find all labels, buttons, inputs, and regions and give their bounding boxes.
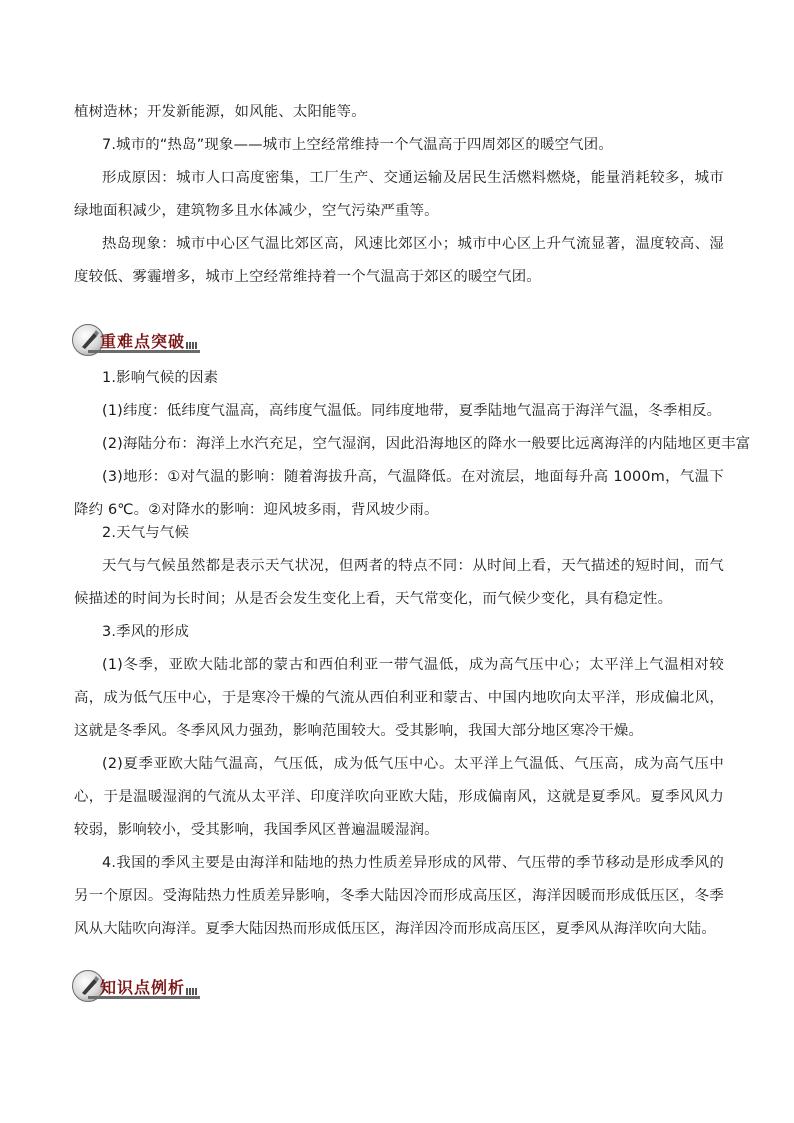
section-banner-examples (70, 970, 200, 1004)
paragraph-winter-monsoon: (1)冬季，亚欧大陆北部的蒙古和西伯利亚一带气温低，成为高气压中心；太平洋上气温相对较高，成为低气压中心，于是寒冷干燥的气流从西伯利亚和蒙古、中国内地吹向太平洋，形成偏北风，这就是冬季风。冬季风风力强劲，影响范围较大。受其影响，我国大部分地区寒冷干燥。 (74, 657, 724, 739)
pen-icon (79, 974, 101, 996)
paragraph-heat-island-title: 7.城市的“热岛”现象——城市上空经常维持一个气温高于四周郊区的暖空气团。 (102, 137, 613, 153)
paragraph-terrain: (3)地形：①对气温的影响：随着海拔升高，气温降低。在对流层，地面每升高 1000m，气温下降约 6℃。②对降水的影响：迎风坡多雨，背风坡少雨。 (74, 469, 724, 518)
paragraph-weather-vs-climate: 天气与气候虽然都是表示天气状况，但两者的特点不同：从时间上看，天气描述的短时间，而气候描述的时间为长时间；从是否会发生变化上看，天气常变化，而气候少变化，具有稳定性。 (74, 558, 724, 607)
paragraph-land-sea: (2)海陆分布：海洋上水汽充足，空气湿润，因此沿海地区的降水一般要比远离海洋的内陆地区更丰富 (102, 436, 751, 452)
banner-label: 重难点突破 (100, 332, 186, 351)
heading-monsoon-formation: 3.季风的形成 (102, 624, 190, 640)
paragraph-monsoon-causes: 4.我国的季风主要是由海洋和陆地的热力性质差异形成的风带、气压带的季节移动是形成季风的另一个原因。受海陆热力性质差异影响，冬季大陆因冷而形成高压区，海洋因暖而形成低压区，冬季风从大陆吹向海洋。夏季大陆因热而形成低压区，海洋因冷而形成高压区，夏季风从海洋吹向大陆。 (74, 855, 724, 937)
heading-climate-factors: 1.影响气候的因素 (102, 370, 219, 386)
heading-weather-climate: 2.天气与气候 (102, 525, 190, 541)
banner-label: 知识点例析 (100, 978, 186, 997)
pen-icon (79, 328, 101, 350)
banner-dots (186, 988, 198, 995)
banner-dots (186, 342, 198, 349)
section-banner-key-points (70, 324, 200, 358)
paragraph-summer-monsoon: (2)夏季亚欧大陆气温高，气压低，成为低气压中心。太平洋上气温低、气压高，成为高气压中心，于是温暖湿润的气流从太平洋、印度洋吹向亚欧大陆，形成偏南风，这就是夏季风。夏季风风力较弱，影响较小，受其影响，我国季风区普遍温暖湿润。 (74, 756, 724, 838)
paragraph: 植树造林；开发新能源，如风能、太阳能等。 (74, 104, 366, 120)
paragraph-latitude: (1)纬度：低纬度气温高，高纬度气温低。同纬度地带，夏季陆地气温高于海洋气温，冬季相反。 (102, 403, 722, 419)
paragraph-formation-cause: 形成原因：城市人口高度密集，工厂生产、交通运输及居民生活燃料燃烧，能量消耗较多，城市绿地面积减少，建筑物多且水体减少，空气污染严重等。 (74, 170, 724, 219)
paragraph-heat-island-phenomenon: 热岛现象：城市中心区气温比郊区高，风速比郊区小；城市中心区上升气流显著，温度较高、湿度较低、雾霾增多，城市上空经常维持着一个气温高于郊区的暖空气团。 (74, 236, 724, 285)
